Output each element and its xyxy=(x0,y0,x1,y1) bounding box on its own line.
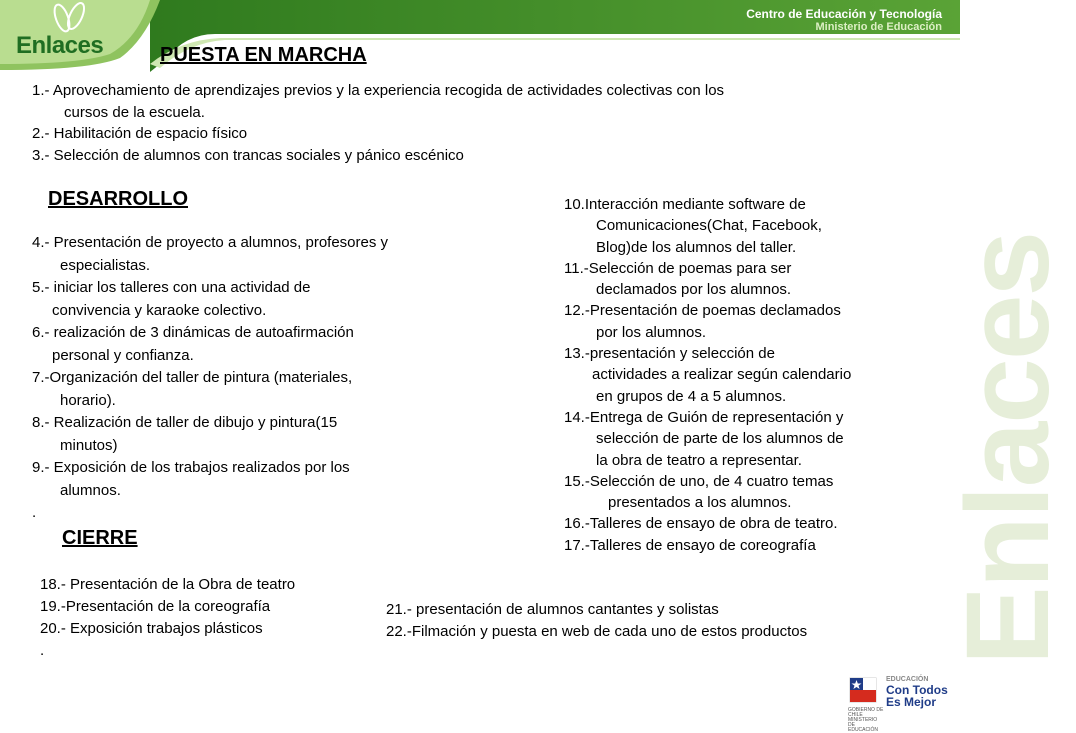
enlaces-logo: Enlaces xyxy=(16,32,104,59)
item-text-cont: especialistas. xyxy=(60,256,151,274)
item-text: 13.-presentación y selección de xyxy=(564,345,775,363)
list-item xyxy=(32,145,724,167)
list-item xyxy=(564,258,851,301)
org-subtitle: Ministerio de Educación xyxy=(815,21,942,33)
item-text-cont: declamados por los alumnos. xyxy=(596,281,792,299)
item-text-cont: minutos) xyxy=(60,436,118,454)
puesta-list xyxy=(32,80,724,166)
item-text: 9.- Exposición de los trabajos realizados por los xyxy=(32,459,350,476)
list-item xyxy=(564,535,851,556)
list-item xyxy=(32,322,388,367)
watermark xyxy=(840,75,1074,675)
list-item xyxy=(32,457,388,502)
list-item xyxy=(32,123,724,145)
item-text-cont: en grupos de 4 a 5 alumnos. xyxy=(596,387,787,405)
item-text: 7.-Organización del taller de pintura (materiales, xyxy=(32,369,353,386)
footer-logo-text-a: Con Todos xyxy=(886,683,948,697)
item-text: 16.-Talleres de ensayo de obra de teatro. xyxy=(564,515,838,533)
watermark-text: Enlaces xyxy=(942,232,1074,665)
item-text-cont: convivencia y karaoke colectivo. xyxy=(52,301,267,319)
header-band xyxy=(0,0,960,72)
footer-logo-text-b: Es Mejor xyxy=(886,695,937,709)
item-text: 14.-Entrega de Guión de representación y xyxy=(564,408,844,426)
item-text: 4.- Presentación de proyecto a alumnos, profesores y xyxy=(32,234,389,251)
list-item: 22.-Filmación y puesta en web de cada uno de estos productos xyxy=(386,623,808,640)
item-text: 11.-Selección de poemas para ser xyxy=(564,259,792,277)
list-item xyxy=(564,471,851,514)
item-text-cont: horario). xyxy=(60,391,116,409)
item-text-cont: presentados a los alumnos. xyxy=(608,494,792,512)
heading-puesta-en-marcha: PUESTA EN MARCHA xyxy=(160,44,367,66)
list-item xyxy=(32,80,724,123)
heading-desarrollo: DESARROLLO xyxy=(48,188,188,210)
list-item xyxy=(564,513,851,534)
item-text: . xyxy=(32,504,37,521)
list-item: 19.-Presentación de la coreografía xyxy=(40,598,271,615)
item-text: 10.Interacción mediante software de xyxy=(564,196,806,213)
list-item: . xyxy=(40,642,45,659)
list-item xyxy=(32,367,388,412)
item-text-cont: personal y confianza. xyxy=(52,346,194,364)
item-text-cont: actividades a realizar según calendario xyxy=(592,366,852,384)
item-text: 17.-Talleres de ensayo de coreografía xyxy=(564,536,816,554)
desarrollo-right-list xyxy=(564,194,851,556)
item-text-cont: Blog)de los alumnos del taller. xyxy=(596,238,797,256)
item-text: 15.-Selección de uno, de 4 cuatro temas xyxy=(564,472,834,490)
list-item xyxy=(32,502,388,525)
item-text-cont: alumnos. xyxy=(60,481,121,499)
list-item xyxy=(32,232,388,277)
footer-logo-line1: EDUCACIÓN xyxy=(886,676,929,683)
item-text: 12.-Presentación de poemas declamados xyxy=(564,302,841,320)
org-title: Centro de Educación y Tecnología xyxy=(746,7,942,21)
list-item xyxy=(32,277,388,322)
item-text: 1.- Aprovechamiento de aprendizajes previos y la experiencia recogida de actividades colectivas con los xyxy=(32,82,725,99)
list-item: 18.- Presentación de la Obra de teatro xyxy=(40,576,296,593)
item-text: 3.- Selección de alumnos con trancas sociales y pánico escénico xyxy=(32,146,464,164)
item-text-cont: por los alumnos. xyxy=(596,323,707,341)
list-item xyxy=(32,412,388,457)
footer-logo-line2 xyxy=(886,684,948,708)
item-text: 5.- iniciar los talleres con una actividad de xyxy=(32,279,311,296)
item-text-cont: Comunicaciones(Chat, Facebook, xyxy=(596,217,822,235)
item-text: 8.- Realización de taller de dibujo y pintura(15 xyxy=(32,414,338,431)
item-text: 6.- realización de 3 dinámicas de autoafirmación xyxy=(32,324,354,341)
item-text-cont: cursos de la escuela. xyxy=(64,103,205,121)
list-item xyxy=(564,407,851,471)
cierre-right-list xyxy=(386,599,807,643)
footer-logo-caption: GOBIERNO DE CHILE MINISTERIO DE EDUCACIÓN xyxy=(848,707,884,733)
list-item: 21.- presentación de alumnos cantantes y solistas xyxy=(386,601,719,618)
list-item xyxy=(564,343,851,407)
list-item xyxy=(564,194,851,258)
cierre-left-list xyxy=(40,574,295,662)
list-item: 20.- Exposición trabajos plásticos xyxy=(40,620,263,637)
item-text-cont: selección de parte de los alumnos de xyxy=(596,430,844,448)
heading-cierre: CIERRE xyxy=(62,527,138,549)
desarrollo-left-list xyxy=(32,232,388,525)
item-text: 2.- Habilitación de espacio físico xyxy=(32,125,248,142)
list-item xyxy=(564,300,851,343)
item-text-cont: la obra de teatro a representar. xyxy=(596,451,802,469)
